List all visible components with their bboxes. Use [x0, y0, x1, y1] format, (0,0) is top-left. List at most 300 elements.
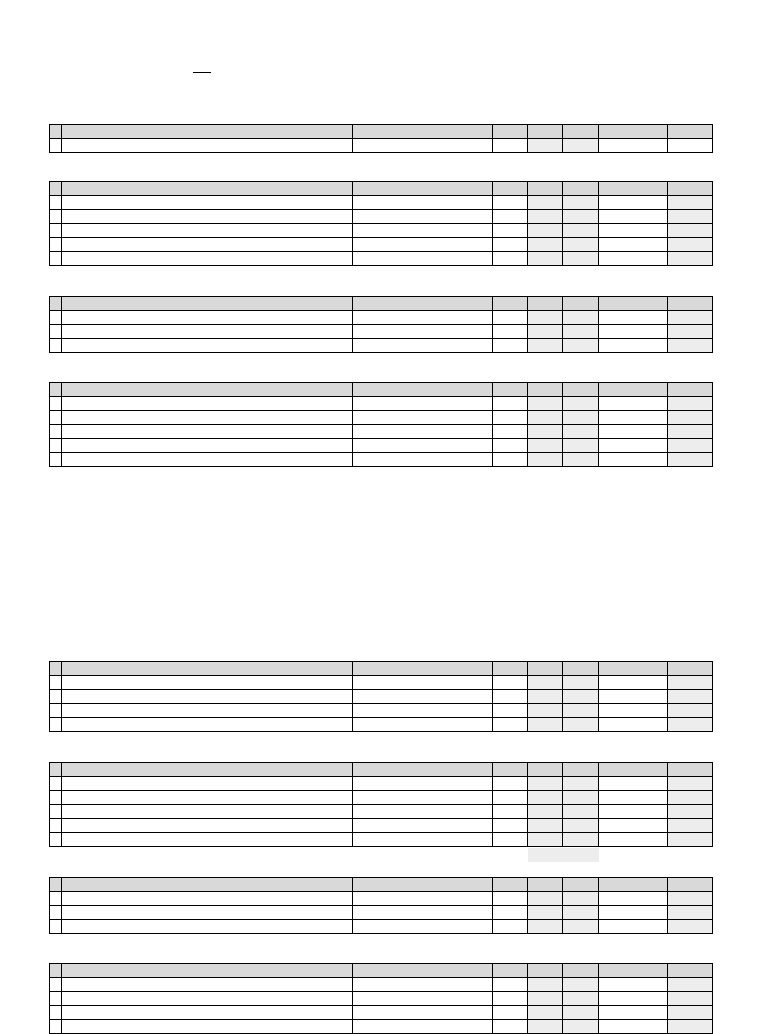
table-cell[interactable]: [528, 819, 563, 833]
table-cell[interactable]: [353, 690, 493, 704]
table-cell[interactable]: [563, 833, 599, 847]
table-cell[interactable]: [599, 439, 668, 453]
table-cell[interactable]: [62, 978, 353, 992]
table-cell[interactable]: [493, 238, 528, 252]
row-index-cell[interactable]: [50, 892, 62, 906]
table-cell[interactable]: [668, 833, 713, 847]
row-index-cell[interactable]: [50, 339, 62, 353]
table-cell[interactable]: [668, 252, 713, 266]
table-cell[interactable]: [62, 425, 353, 439]
table-cell[interactable]: [563, 325, 599, 339]
table-row: [50, 1006, 713, 1020]
table-cell[interactable]: [563, 311, 599, 325]
table-cell[interactable]: [493, 196, 528, 210]
table-cell[interactable]: [62, 311, 353, 325]
table-cell[interactable]: [528, 892, 563, 906]
table-cell[interactable]: [599, 238, 668, 252]
table-cell[interactable]: [668, 791, 713, 805]
table-cell[interactable]: [599, 453, 668, 467]
table-cell[interactable]: [563, 777, 599, 791]
header-cell: [50, 662, 62, 676]
table-cell[interactable]: [563, 224, 599, 238]
table-cell[interactable]: [62, 439, 353, 453]
table-cell[interactable]: [62, 906, 353, 920]
table-cell[interactable]: [62, 676, 353, 690]
table-cell[interactable]: [353, 704, 493, 718]
table-cell[interactable]: [528, 439, 563, 453]
table-cell[interactable]: [528, 805, 563, 819]
table-cell[interactable]: [493, 139, 528, 153]
table-row: [50, 311, 713, 325]
table-cell[interactable]: [62, 1020, 353, 1034]
table-cell[interactable]: [668, 397, 713, 411]
table-cell[interactable]: [599, 1020, 668, 1034]
row-index-cell[interactable]: [50, 805, 62, 819]
table-cell[interactable]: [563, 791, 599, 805]
table-cell[interactable]: [528, 992, 563, 1006]
table-cell[interactable]: [563, 892, 599, 906]
table-cell[interactable]: [599, 325, 668, 339]
table-cell[interactable]: [563, 819, 599, 833]
table-cell[interactable]: [493, 339, 528, 353]
row-index-cell[interactable]: [50, 439, 62, 453]
table-cell[interactable]: [599, 992, 668, 1006]
row-index-cell[interactable]: [50, 833, 62, 847]
table-cell[interactable]: [528, 238, 563, 252]
table-cell[interactable]: [563, 978, 599, 992]
header-cell: [62, 878, 353, 892]
table-cell[interactable]: [353, 311, 493, 325]
table-s3: [49, 296, 713, 353]
header-cell: [50, 383, 62, 397]
table-cell[interactable]: [493, 791, 528, 805]
table-cell[interactable]: [353, 453, 493, 467]
table-cell[interactable]: [62, 805, 353, 819]
table-cell[interactable]: [668, 920, 713, 934]
table-cell[interactable]: [668, 325, 713, 339]
table-header-row: [50, 125, 713, 139]
table-cell[interactable]: [353, 339, 493, 353]
table-cell[interactable]: [528, 676, 563, 690]
table-cell[interactable]: [599, 425, 668, 439]
table-header-row: [50, 297, 713, 311]
table-cell[interactable]: [353, 819, 493, 833]
row-index-cell[interactable]: [50, 425, 62, 439]
row-index-cell[interactable]: [50, 139, 62, 153]
table-cell[interactable]: [599, 777, 668, 791]
row-index-cell[interactable]: [50, 718, 62, 732]
table-cell[interactable]: [668, 411, 713, 425]
table-cell[interactable]: [493, 718, 528, 732]
row-index-cell[interactable]: [50, 992, 62, 1006]
table-row: [50, 718, 713, 732]
table-cell[interactable]: [528, 325, 563, 339]
header-cell: [353, 763, 493, 777]
table-cell[interactable]: [493, 805, 528, 819]
table-cell[interactable]: [599, 1006, 668, 1020]
table-cell[interactable]: [493, 777, 528, 791]
table-cell[interactable]: [668, 978, 713, 992]
table-cell[interactable]: [563, 425, 599, 439]
table-cell[interactable]: [528, 453, 563, 467]
table-cell[interactable]: [528, 311, 563, 325]
row-index-cell[interactable]: [50, 453, 62, 467]
table-cell[interactable]: [493, 311, 528, 325]
table-cell[interactable]: [353, 676, 493, 690]
table-cell[interactable]: [528, 791, 563, 805]
table-cell[interactable]: [493, 453, 528, 467]
table-cell[interactable]: [62, 252, 353, 266]
table-cell[interactable]: [493, 704, 528, 718]
table-cell[interactable]: [62, 397, 353, 411]
table-cell[interactable]: [353, 425, 493, 439]
row-index-cell[interactable]: [50, 397, 62, 411]
table-cell[interactable]: [528, 339, 563, 353]
table-cell[interactable]: [599, 906, 668, 920]
row-index-cell[interactable]: [50, 210, 62, 224]
table-cell[interactable]: [599, 819, 668, 833]
table-cell[interactable]: [668, 439, 713, 453]
table-cell[interactable]: [493, 325, 528, 339]
table-cell[interactable]: [493, 920, 528, 934]
header-cell: [528, 297, 563, 311]
table-cell[interactable]: [493, 439, 528, 453]
table-cell[interactable]: [599, 833, 668, 847]
table-cell[interactable]: [353, 397, 493, 411]
table-cell[interactable]: [353, 777, 493, 791]
table-cell[interactable]: [563, 805, 599, 819]
row-index-cell[interactable]: [50, 791, 62, 805]
table-cell[interactable]: [528, 1006, 563, 1020]
table-cell[interactable]: [62, 819, 353, 833]
table-s5: [49, 661, 713, 732]
table-cell[interactable]: [353, 718, 493, 732]
row-index-cell[interactable]: [50, 1020, 62, 1034]
table-cell[interactable]: [62, 238, 353, 252]
row-index-cell[interactable]: [50, 676, 62, 690]
table-cell[interactable]: [563, 210, 599, 224]
table-cell[interactable]: [353, 992, 493, 1006]
table-cell[interactable]: [493, 397, 528, 411]
table-cell[interactable]: [493, 690, 528, 704]
table-cell[interactable]: [668, 224, 713, 238]
table-cell[interactable]: [493, 411, 528, 425]
header-cell: [528, 383, 563, 397]
table-cell[interactable]: [528, 906, 563, 920]
table-cell[interactable]: [668, 704, 713, 718]
table-cell[interactable]: [353, 139, 493, 153]
table-cell[interactable]: [563, 252, 599, 266]
table-cell[interactable]: [493, 906, 528, 920]
table-cell[interactable]: [668, 1006, 713, 1020]
table-cell[interactable]: [599, 920, 668, 934]
table-cell[interactable]: [353, 791, 493, 805]
table-cell[interactable]: [563, 920, 599, 934]
table-cell[interactable]: [563, 453, 599, 467]
table-cell[interactable]: [493, 676, 528, 690]
table-cell[interactable]: [563, 439, 599, 453]
header-cell: [668, 182, 713, 196]
table-row: [50, 325, 713, 339]
table-cell[interactable]: [353, 196, 493, 210]
table-header-row: [50, 383, 713, 397]
table-cell[interactable]: [353, 892, 493, 906]
table-s7: [49, 877, 713, 934]
table-cell[interactable]: [62, 1006, 353, 1020]
table-cell[interactable]: [353, 252, 493, 266]
table-cell[interactable]: [668, 339, 713, 353]
row-index-cell[interactable]: [50, 224, 62, 238]
table-cell[interactable]: [528, 978, 563, 992]
table-cell[interactable]: [62, 325, 353, 339]
table-header-row: [50, 763, 713, 777]
table-s1: [49, 124, 713, 153]
table-cell[interactable]: [563, 906, 599, 920]
table-cell[interactable]: [668, 238, 713, 252]
table-cell[interactable]: [493, 992, 528, 1006]
table-cell[interactable]: [62, 453, 353, 467]
table-cell[interactable]: [668, 805, 713, 819]
table-cell[interactable]: [563, 196, 599, 210]
table-cell[interactable]: [353, 1020, 493, 1034]
header-cell: [50, 182, 62, 196]
header-cell: [528, 662, 563, 676]
table-cell[interactable]: [353, 439, 493, 453]
header-cell: [668, 125, 713, 139]
header-cell: [493, 182, 528, 196]
table-cell[interactable]: [599, 139, 668, 153]
table-cell[interactable]: [353, 833, 493, 847]
table-cell[interactable]: [353, 238, 493, 252]
table-cell[interactable]: [599, 252, 668, 266]
table-cell[interactable]: [668, 718, 713, 732]
row-index-cell[interactable]: [50, 819, 62, 833]
header-cell: [563, 964, 599, 978]
table-cell[interactable]: [493, 892, 528, 906]
table-cell[interactable]: [599, 311, 668, 325]
table-cell[interactable]: [62, 411, 353, 425]
table-cell[interactable]: [599, 196, 668, 210]
table-cell[interactable]: [599, 224, 668, 238]
table-row: [50, 690, 713, 704]
header-cell: [668, 383, 713, 397]
table-cell[interactable]: [563, 704, 599, 718]
table-cell[interactable]: [493, 833, 528, 847]
table-row: [50, 453, 713, 467]
table-cell[interactable]: [668, 139, 713, 153]
table-row: [50, 777, 713, 791]
table-cell[interactable]: [563, 411, 599, 425]
table-cell[interactable]: [528, 224, 563, 238]
header-cell: [599, 763, 668, 777]
row-index-cell[interactable]: [50, 238, 62, 252]
table-cell[interactable]: [668, 892, 713, 906]
header-cell: [62, 383, 353, 397]
table-cell[interactable]: [62, 791, 353, 805]
table-cell[interactable]: [493, 252, 528, 266]
table-cell[interactable]: [62, 210, 353, 224]
header-cell: [493, 878, 528, 892]
table-cell[interactable]: [528, 718, 563, 732]
table-cell[interactable]: [528, 210, 563, 224]
row-index-cell[interactable]: [50, 906, 62, 920]
table-row: [50, 196, 713, 210]
header-cell: [563, 125, 599, 139]
row-index-cell[interactable]: [50, 325, 62, 339]
table-cell[interactable]: [599, 411, 668, 425]
table-cell[interactable]: [563, 1020, 599, 1034]
header-cell: [493, 662, 528, 676]
table-cell[interactable]: [563, 718, 599, 732]
table-row: [50, 805, 713, 819]
table-cell[interactable]: [668, 425, 713, 439]
table-row: [50, 704, 713, 718]
header-cell: [353, 125, 493, 139]
table-cell[interactable]: [528, 920, 563, 934]
row-index-cell[interactable]: [50, 196, 62, 210]
table-cell[interactable]: [563, 139, 599, 153]
table-cell[interactable]: [62, 196, 353, 210]
table-cell[interactable]: [668, 1020, 713, 1034]
table-cell[interactable]: [563, 339, 599, 353]
table-cell[interactable]: [563, 397, 599, 411]
table-s6: [49, 762, 713, 847]
table-cell[interactable]: [62, 777, 353, 791]
table-cell[interactable]: [668, 676, 713, 690]
table-cell[interactable]: [353, 805, 493, 819]
header-cell: [563, 182, 599, 196]
header-cell: [668, 297, 713, 311]
table-cell[interactable]: [563, 992, 599, 1006]
table-cell[interactable]: [599, 892, 668, 906]
header-cell: [493, 763, 528, 777]
table-cell[interactable]: [62, 139, 353, 153]
table-cell[interactable]: [599, 704, 668, 718]
table-cell[interactable]: [528, 397, 563, 411]
row-index-cell[interactable]: [50, 690, 62, 704]
table-cell[interactable]: [353, 210, 493, 224]
table-row: [50, 920, 713, 934]
header-cell: [599, 878, 668, 892]
table-cell[interactable]: [563, 690, 599, 704]
table-cell[interactable]: [563, 238, 599, 252]
header-cell: [50, 964, 62, 978]
table-cell[interactable]: [668, 196, 713, 210]
table-cell[interactable]: [62, 920, 353, 934]
table-cell[interactable]: [353, 224, 493, 238]
row-index-cell[interactable]: [50, 411, 62, 425]
header-cell: [599, 182, 668, 196]
header-cell: [599, 662, 668, 676]
header-cell: [528, 964, 563, 978]
table-cell[interactable]: [493, 819, 528, 833]
table-cell[interactable]: [493, 978, 528, 992]
header-cell: [493, 964, 528, 978]
table-cell[interactable]: [599, 339, 668, 353]
table-cell[interactable]: [668, 777, 713, 791]
row-index-cell[interactable]: [50, 1006, 62, 1020]
table-cell[interactable]: [493, 1006, 528, 1020]
table-cell[interactable]: [353, 978, 493, 992]
table-cell[interactable]: [599, 690, 668, 704]
header-cell: [353, 964, 493, 978]
table-cell[interactable]: [599, 397, 668, 411]
table-cell[interactable]: [62, 224, 353, 238]
table-cell[interactable]: [62, 718, 353, 732]
table-cell[interactable]: [528, 139, 563, 153]
header-cell: [668, 964, 713, 978]
table-cell[interactable]: [668, 690, 713, 704]
table-cell[interactable]: [599, 718, 668, 732]
table-cell[interactable]: [493, 425, 528, 439]
table-cell[interactable]: [62, 690, 353, 704]
table-cell[interactable]: [668, 906, 713, 920]
row-index-cell[interactable]: [50, 920, 62, 934]
table-cell[interactable]: [528, 196, 563, 210]
table-cell[interactable]: [668, 992, 713, 1006]
table-cell[interactable]: [668, 210, 713, 224]
row-index-cell[interactable]: [50, 978, 62, 992]
table-cell[interactable]: [353, 920, 493, 934]
table-cell[interactable]: [62, 992, 353, 1006]
row-index-cell[interactable]: [50, 777, 62, 791]
table-cell[interactable]: [528, 690, 563, 704]
row-index-cell[interactable]: [50, 252, 62, 266]
table-cell[interactable]: [62, 833, 353, 847]
table-cell[interactable]: [493, 224, 528, 238]
table-cell[interactable]: [668, 311, 713, 325]
table-cell[interactable]: [563, 676, 599, 690]
table-cell[interactable]: [528, 833, 563, 847]
table-cell[interactable]: [599, 791, 668, 805]
table-cell[interactable]: [353, 411, 493, 425]
table-s8: [49, 963, 713, 1034]
table-cell[interactable]: [493, 1020, 528, 1034]
table-cell[interactable]: [599, 210, 668, 224]
table-cell[interactable]: [528, 425, 563, 439]
table-cell[interactable]: [528, 704, 563, 718]
table-cell[interactable]: [62, 704, 353, 718]
table-cell[interactable]: [528, 411, 563, 425]
table-cell[interactable]: [563, 1006, 599, 1020]
table-cell[interactable]: [668, 453, 713, 467]
table-cell[interactable]: [668, 819, 713, 833]
table-cell[interactable]: [353, 906, 493, 920]
table-row: [50, 397, 713, 411]
table-cell[interactable]: [599, 978, 668, 992]
table-cell[interactable]: [528, 1020, 563, 1034]
header-cell: [353, 662, 493, 676]
table-cell[interactable]: [62, 892, 353, 906]
table-cell[interactable]: [493, 210, 528, 224]
header-cell: [493, 297, 528, 311]
shaded-strip: [528, 848, 599, 862]
header-cell: [62, 964, 353, 978]
table-cell[interactable]: [353, 1006, 493, 1020]
table-cell[interactable]: [599, 805, 668, 819]
table-row: [50, 892, 713, 906]
header-cell: [563, 662, 599, 676]
table-cell[interactable]: [528, 252, 563, 266]
row-index-cell[interactable]: [50, 311, 62, 325]
row-index-cell[interactable]: [50, 704, 62, 718]
header-cell: [599, 297, 668, 311]
table-cell[interactable]: [353, 325, 493, 339]
table-cell[interactable]: [599, 676, 668, 690]
header-cell: [528, 182, 563, 196]
table-cell[interactable]: [62, 339, 353, 353]
table-cell[interactable]: [528, 777, 563, 791]
